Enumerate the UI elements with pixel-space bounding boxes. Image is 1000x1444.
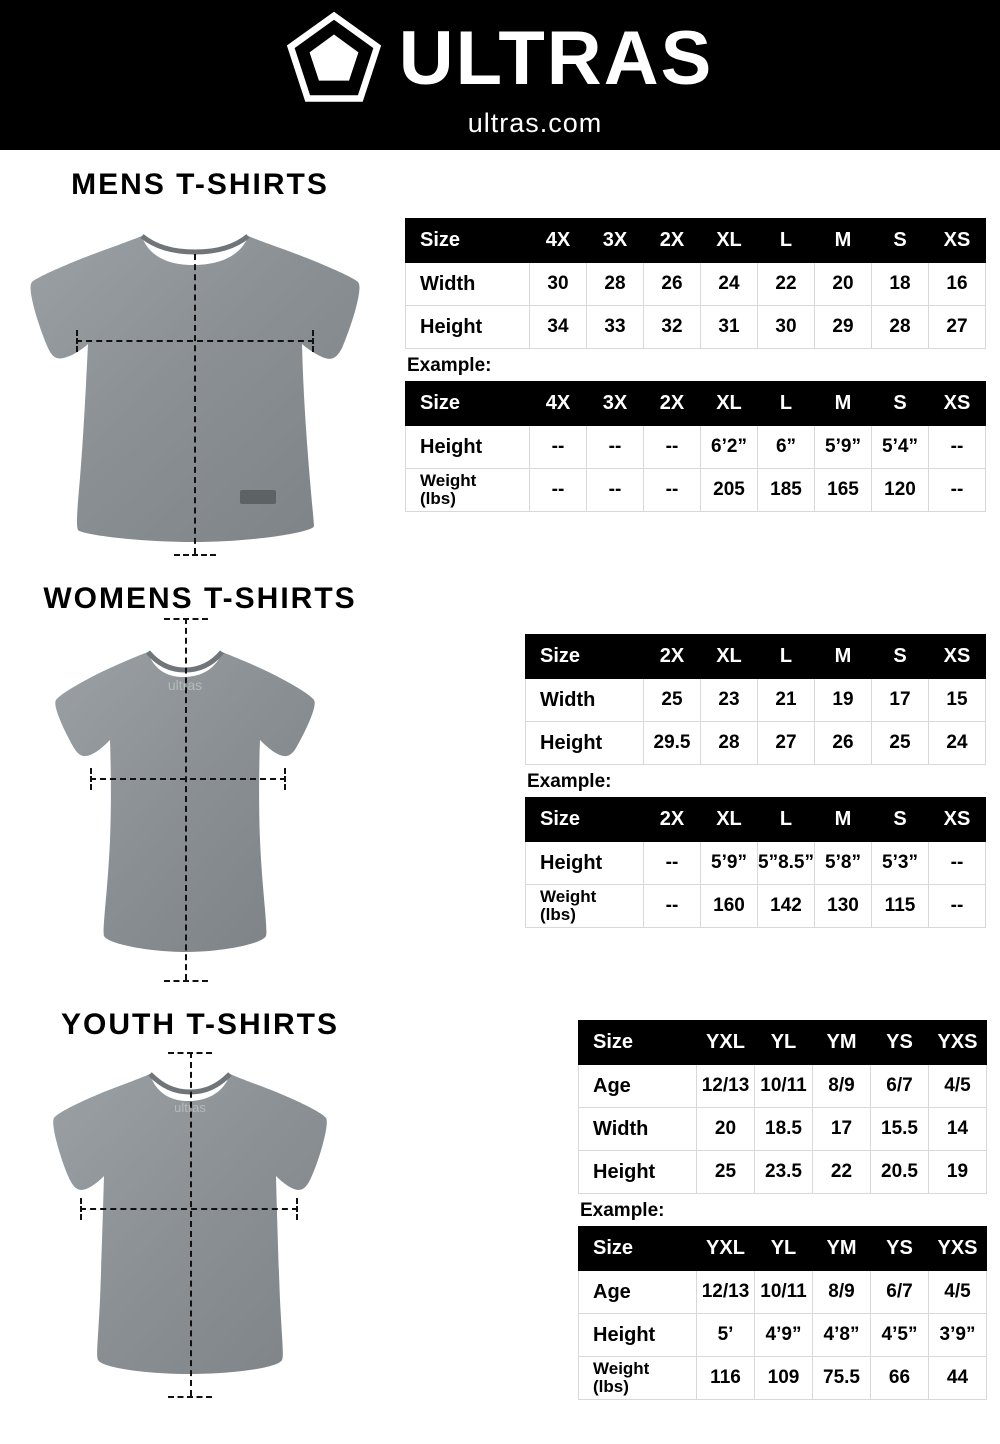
table-header-row [579,1227,987,1271]
cell: 34 [530,306,587,349]
cell: 14 [929,1108,987,1151]
row-label: Width [406,263,530,306]
cell: -- [929,426,986,469]
youth-example-label: Example: [580,1200,665,1221]
womens-width-guide-left-tick [90,768,92,790]
table-header-row [406,382,986,426]
col-header: XL [701,382,758,426]
cell: 27 [758,722,815,765]
cell: 10/11 [755,1271,813,1314]
col-header: YM [813,1227,871,1271]
table-row [579,1108,987,1151]
col-header: YM [813,1021,871,1065]
svg-text:ultras: ultras [174,1100,206,1115]
row-label: Height [579,1314,697,1357]
cell: 25 [697,1151,755,1194]
cell: 4/5 [929,1271,987,1314]
table-row [579,1271,987,1314]
cell: 5”8.5” [758,842,815,885]
col-header: 2X [644,635,701,679]
cell: 17 [813,1108,871,1151]
col-header: XS [929,798,986,842]
col-header: Size [579,1227,697,1271]
row-label-line2: (lbs) [540,905,576,924]
svg-text:ultras: ultras [167,677,203,693]
cell: 23.5 [755,1151,813,1194]
col-header: Size [526,798,644,842]
cell: 25 [644,679,701,722]
col-header: Size [526,635,644,679]
cell: -- [644,426,701,469]
cell: 28 [872,306,929,349]
youth-measurement-table-block [578,1020,986,1400]
womens-height-guide [185,618,187,980]
row-label [406,469,530,512]
cell: 29 [815,306,872,349]
row-label [579,1357,697,1400]
col-header: YS [871,1021,929,1065]
mens-width-guide-right-tick [312,330,314,352]
cell: -- [929,842,986,885]
cell: 20 [697,1108,755,1151]
row-label-line2: (lbs) [420,489,456,508]
cell: 26 [815,722,872,765]
mens-example-table [405,381,986,512]
col-header: 2X [644,219,701,263]
row-label: Width [579,1108,697,1151]
womens-height-guide-top-tick [164,618,208,620]
table-row [526,679,986,722]
womens-example-label: Example: [527,771,612,792]
col-header: YXL [697,1227,755,1271]
cell: 4’5” [871,1314,929,1357]
womens-width-guide [90,778,286,780]
cell: 160 [701,885,758,928]
cell: 28 [587,263,644,306]
table-row [579,1065,987,1108]
cell: 5’ [697,1314,755,1357]
mens-section [0,168,400,550]
cell: -- [644,469,701,512]
cell: -- [587,469,644,512]
cell: 17 [872,679,929,722]
col-header: XS [929,382,986,426]
youth-height-guide-bottom-tick [168,1396,212,1398]
col-header: S [872,219,929,263]
cell: 165 [815,469,872,512]
row-label-line1: Weight [540,887,597,907]
mens-height-guide-bottom-tick [174,554,216,556]
col-header: YS [871,1227,929,1271]
cell: -- [587,426,644,469]
table-row [406,263,986,306]
col-header: S [872,382,929,426]
cell: 22 [813,1151,871,1194]
cell: 22 [758,263,815,306]
mens-section-title: MENS T-SHIRTS [71,168,329,201]
cell: 12/13 [697,1271,755,1314]
womens-example-table [525,797,986,928]
brand-lockup [287,12,714,106]
col-header: 2X [644,798,701,842]
col-header: YL [755,1021,813,1065]
cell: 21 [758,679,815,722]
womens-section-title: WOMENS T-SHIRTS [43,582,357,615]
row-label: Age [579,1065,697,1108]
col-header: XL [701,635,758,679]
cell: 6’2” [701,426,758,469]
col-header: L [758,798,815,842]
table-header-row [579,1021,987,1065]
cell: 30 [530,263,587,306]
mens-width-guide-left-tick [76,330,78,352]
table-row [406,306,986,349]
cell: 5’9” [815,426,872,469]
col-header: Size [406,219,530,263]
cell: 130 [815,885,872,928]
row-label [526,885,644,928]
col-header: XS [929,635,986,679]
womens-measurement-table [525,634,986,765]
row-label: Age [579,1271,697,1314]
womens-width-guide-right-tick [284,768,286,790]
mens-example-label: Example: [407,355,492,376]
cell: 12/13 [697,1065,755,1108]
cell: -- [644,885,701,928]
table-row [579,1151,987,1194]
mens-height-guide [194,254,196,554]
row-label: Height [406,306,530,349]
cell: 66 [871,1357,929,1400]
cell: 6/7 [871,1271,929,1314]
site-header [0,0,1000,150]
col-header: XS [929,219,986,263]
cell: -- [530,469,587,512]
table-row [579,1357,987,1400]
row-label: Width [526,679,644,722]
cell: 116 [697,1357,755,1400]
cell: -- [929,885,986,928]
col-header: 2X [644,382,701,426]
col-header: M [815,382,872,426]
cell: 19 [929,1151,987,1194]
col-header: YXS [929,1227,987,1271]
col-header: Size [406,382,530,426]
col-header: YL [755,1227,813,1271]
cell: 5’8” [815,842,872,885]
youth-example-table [578,1226,987,1400]
table-header-row [526,635,986,679]
youth-width-guide-left-tick [80,1198,82,1220]
cell: 120 [872,469,929,512]
youth-height-guide [190,1052,192,1396]
cell: 15.5 [871,1108,929,1151]
cell: 15 [929,679,986,722]
cell: 5’3” [872,842,929,885]
youth-width-guide [80,1208,298,1210]
cell: -- [929,469,986,512]
cell: 20 [815,263,872,306]
cell: 31 [701,306,758,349]
cell: 205 [701,469,758,512]
col-header: Size [579,1021,697,1065]
youth-section-title: YOUTH T-SHIRTS [60,1008,339,1041]
cell: 27 [929,306,986,349]
cell: 23 [701,679,758,722]
cell: 30 [758,306,815,349]
col-header: XL [701,798,758,842]
col-header: S [872,635,929,679]
brand-name: ULTRAS [398,15,714,101]
cell: 26 [644,263,701,306]
cell: 20.5 [871,1151,929,1194]
table-row [406,426,986,469]
cell: 5’4” [872,426,929,469]
cell: 6” [758,426,815,469]
cell: 18.5 [755,1108,813,1151]
brand-domain: ultras.com [467,107,603,138]
cell: 4’8” [813,1314,871,1357]
cell: 8/9 [813,1065,871,1108]
youth-tshirt-illustration [40,1060,400,1380]
col-header: M [815,635,872,679]
cell: 4’9” [755,1314,813,1357]
youth-width-guide-right-tick [296,1198,298,1220]
cell: 25 [872,722,929,765]
col-header: 3X [587,382,644,426]
womens-measurement-table-block [525,634,985,928]
cell: 10/11 [755,1065,813,1108]
cell: 142 [758,885,815,928]
youth-section [0,1008,400,1380]
table-row [526,722,986,765]
col-header: M [815,798,872,842]
cell: 19 [815,679,872,722]
womens-section [0,582,400,970]
cell: 6/7 [871,1065,929,1108]
cell: 115 [872,885,929,928]
cell: 109 [755,1357,813,1400]
cell: 44 [929,1357,987,1400]
youth-height-guide-top-tick [168,1052,212,1054]
cell: 75.5 [813,1357,871,1400]
cell: 8/9 [813,1271,871,1314]
row-label: Height [526,842,644,885]
table-row [526,842,986,885]
womens-tshirt-illustration [40,630,400,970]
row-label-line1: Weight [420,471,477,491]
cell: 16 [929,263,986,306]
cell: 33 [587,306,644,349]
table-header-row [406,219,986,263]
col-header: YXL [697,1021,755,1065]
cell: 5’9” [701,842,758,885]
cell: -- [644,842,701,885]
row-label-line1: Weight [593,1359,650,1379]
table-row [406,469,986,512]
mens-measurement-table-block [405,218,985,512]
col-header: 4X [530,219,587,263]
col-header: L [758,382,815,426]
col-header: YXS [929,1021,987,1065]
cell: 4/5 [929,1065,987,1108]
cell: 3’9” [929,1314,987,1357]
cell: 24 [701,263,758,306]
cell: 185 [758,469,815,512]
womens-height-guide-bottom-tick [164,980,208,982]
table-header-row [526,798,986,842]
row-label-line2: (lbs) [593,1377,629,1396]
row-label: Height [406,426,530,469]
row-label: Height [526,722,644,765]
col-header: XL [701,219,758,263]
col-header: L [758,635,815,679]
pentagon-shield-logo-icon [287,12,381,106]
col-header: S [872,798,929,842]
table-row [526,885,986,928]
table-row [579,1314,987,1357]
mens-measurement-table [405,218,986,349]
cell: 32 [644,306,701,349]
youth-measurement-table [578,1020,987,1194]
mens-tshirt-illustration [14,220,400,550]
cell: -- [530,426,587,469]
col-header: 3X [587,219,644,263]
col-header: M [815,219,872,263]
col-header: 4X [530,382,587,426]
cell: 28 [701,722,758,765]
cell: 29.5 [644,722,701,765]
cell: 18 [872,263,929,306]
cell: 24 [929,722,986,765]
col-header: L [758,219,815,263]
row-label: Height [579,1151,697,1194]
